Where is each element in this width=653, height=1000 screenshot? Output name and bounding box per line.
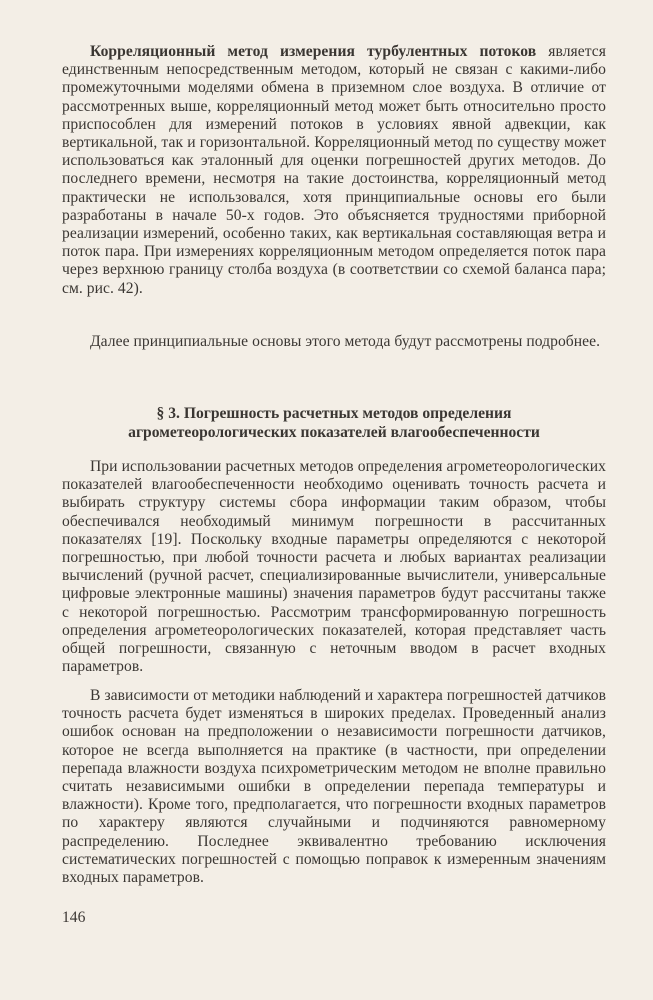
page-number: 146 (62, 909, 86, 926)
paragraph-body: является единственным непосредственным методом, который не связан с какими-либо промежуточными моделями обмена в приземном слое воздуха. В отличие от рассмотренных выше, корреляционный метод может быть относительно просто приспособлен для измерений потоков в условиях явной адвекции, как вертикальной, так и горизонтальной. Корреляционный метод по существу может использоваться как эталонный для оценки погрешностей других методов. До последнего времени, несмотря на такие достоинства, корреляционный метод практически не использовался, хотя принципиальные основы его были разработаны в начале 50-х годов. Это объясняется трудностями приборной реализации измерений, особенно таких, как вертикальная составляющая ветра и поток пара. При измерениях корреляционным методом определяется поток пара через верхнюю границу столба воздуха (в соответствии со схемой баланса пара; см. рис. 42). (62, 43, 606, 297)
paragraph-lead-term: Корреляционный метод измерения турбулентных потоков (90, 43, 537, 60)
section-heading (62, 404, 606, 442)
paragraph-error-analysis: В зависимости от методики наблюдений и характера погрешностей датчиков точность расчета будет изменяться в широких пределах. Проведенный анализ ошибок основан на предположении о независимости погрешности датчиков, которое не всегда выполняется на практике (в частности, при определении перепада влажности воздуха психрометрическим методом не вполне правильно считать независимыми ошибки в определении перепада температуры и влажности). Кроме того, предполагается, что погрешности входных параметров по характеру являются случайными и подчиняются равномерному распределению. Последнее эквивалентно требованию исключения систематических погрешностей с помощью поправок к измеренным значениям входных параметров. (62, 687, 606, 887)
section-heading-line-2: агрометеорологических показателей влагообеспеченности (128, 424, 540, 441)
paragraph-correlation-method (62, 43, 606, 298)
paragraph-calculation-accuracy: При использовании расчетных методов определения агрометеорологических показателей влагообеспеченности необходимо оценивать точность расчета и выбирать структуру системы сбора информации таким образом, чтобы обеспечивался необходимый минимум погрешности в рассчитанных показателях [19]. Поскольку входные параметры определяются с некоторой погрешностью, при любой точности расчета и любых вариантах реализации вычислений (ручной расчет, специализированные вычислители, универсальные цифровые электронные машины) значения параметров будут рассчитаны также с некоторой погрешностью. Рассмотрим трансформированную погрешность определения агрометеорологических показателей, которая представляет часть общей погрешности, связанную с неточным вводом в расчет входных параметров. (62, 458, 606, 676)
paragraph-further-details: Далее принципиальные основы этого метода будут рассмотрены подробнее. (90, 333, 601, 350)
section-heading-line-1: § 3. Погрешность расчетных методов определения (156, 405, 512, 422)
